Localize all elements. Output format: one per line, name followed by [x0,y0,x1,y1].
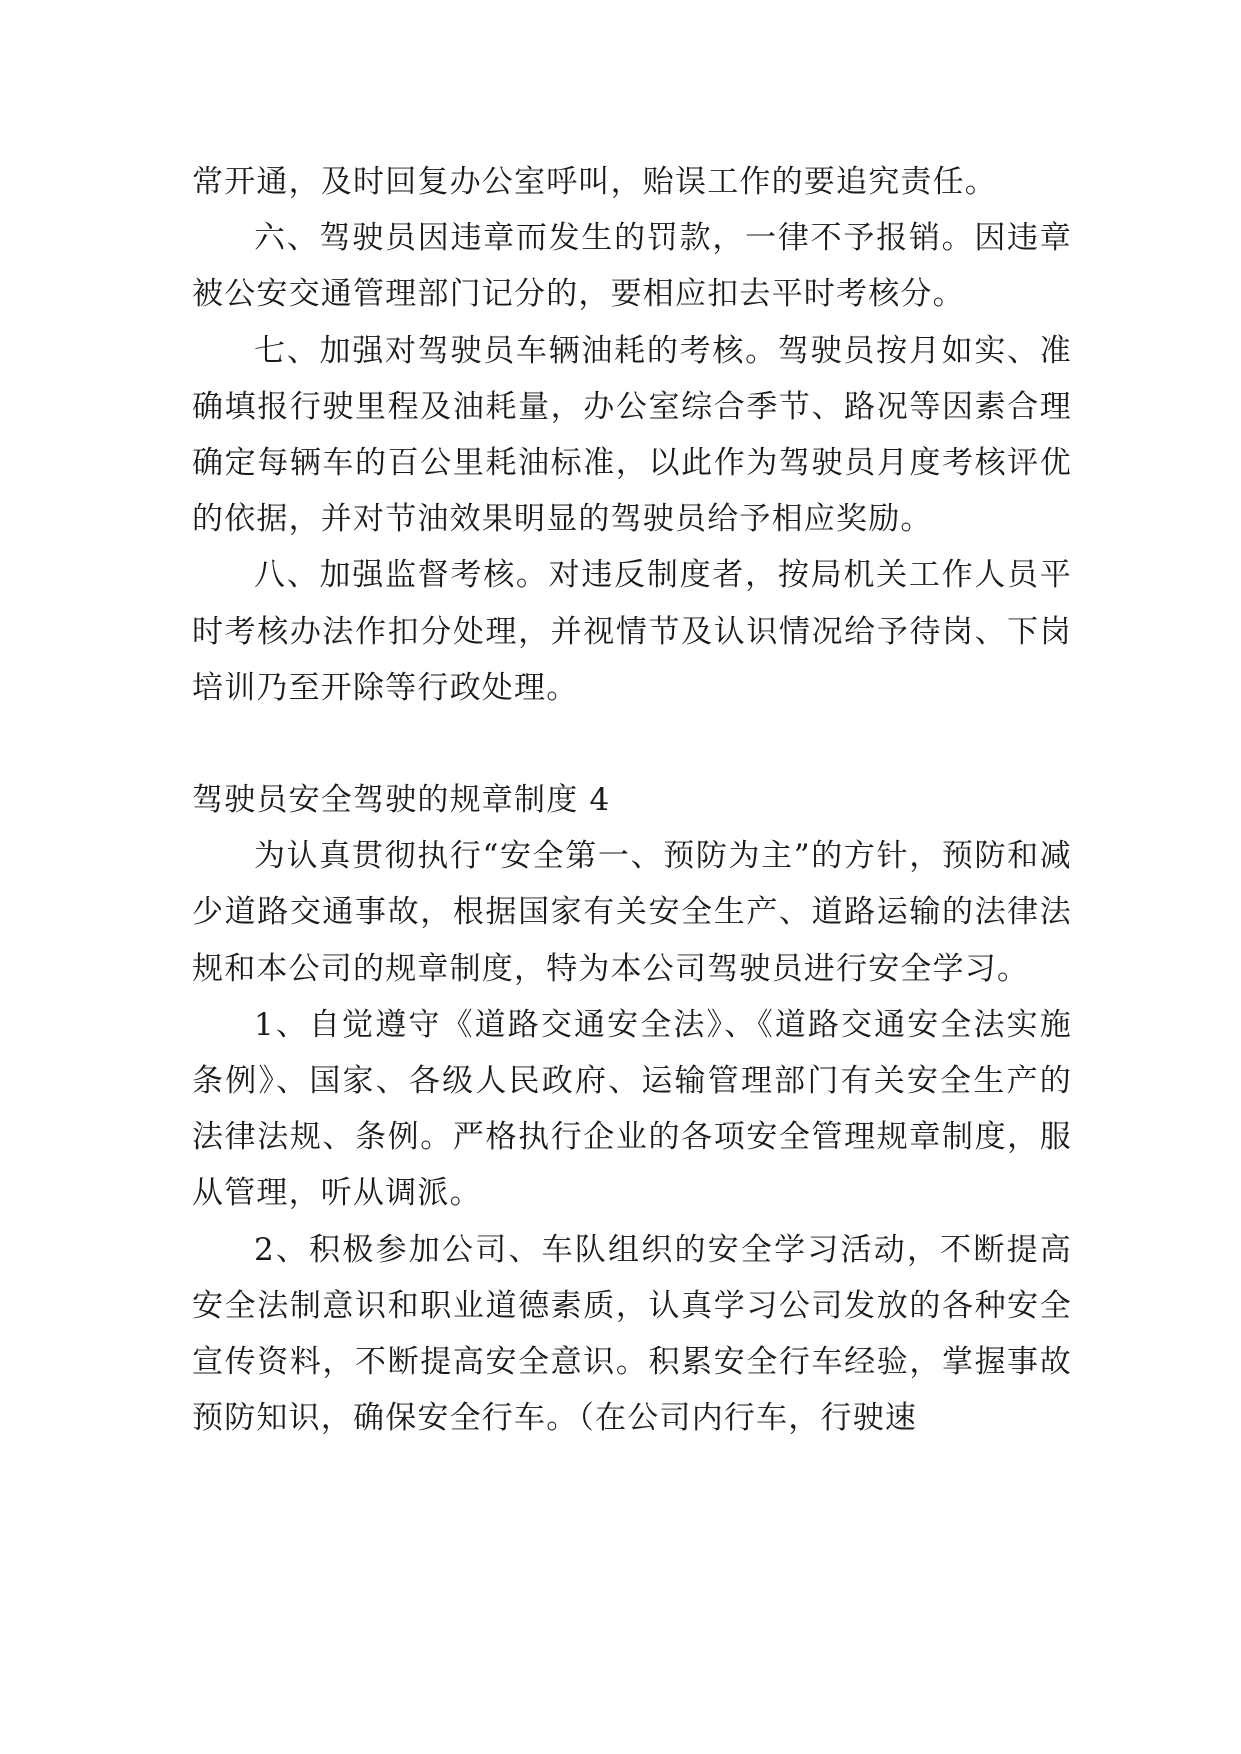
document-body [192,154,1072,1446]
paragraph-item-2: 2、积极参加公司、车队组织的安全学习活动，不断提高安全法制意识和职业道德素质，认真学习公司发放的各种安全宣传资料，不断提高安全意识。积累安全行车经验，掌握事故预防知识，确保安全行车。（在公司内行车，行驶速 [192,1231,1072,1437]
paragraph-intro: 为认真贯彻执行“安全第一、预防为主”的方针，预防和减少道路交通事故，根据国家有关安全生产、道路运输的法律法规和本公司的规章制度，特为本公司驾驶员进行安全学习。 [192,838,1072,987]
paragraph-rule-8: 八、加强监督考核。对违反制度者，按局机关工作人员平时考核办法作扣分处理，并视情节及认识情况给予待岗、下岗培训乃至开除等行政处理。 [192,557,1072,706]
paragraph-rule-7: 七、加强对驾驶员车辆油耗的考核。驾驶员按月如实、准确填报行驶里程及油耗量，办公室综合季节、路况等因素合理确定每辆车的百公里耗油标准，以此作为驾驶员月度考核评优的依据，并对节油效果明显的驾驶员给予相应奖励。 [192,332,1072,538]
paragraph-rule-6: 六、驾驶员因违章而发生的罚款，一律不予报销。因违章被公安交通管理部门记分的，要相应扣去平时考核分。 [192,220,1072,313]
paragraph-item-1: 1、自觉遵守《道路交通安全法》、《道路交通安全法实施条例》、国家、各级人民政府、运输管理部门有关安全生产的法律法规、条例。严格执行企业的各项安全管理规章制度，服从管理，听从调派。 [192,1006,1072,1212]
paragraph-continued: 常开通，及时回复办公室呼叫，贻误工作的要追究责任。 [192,164,997,200]
section-heading: 驾驶员安全驾驶的规章制度 4 [192,782,611,819]
